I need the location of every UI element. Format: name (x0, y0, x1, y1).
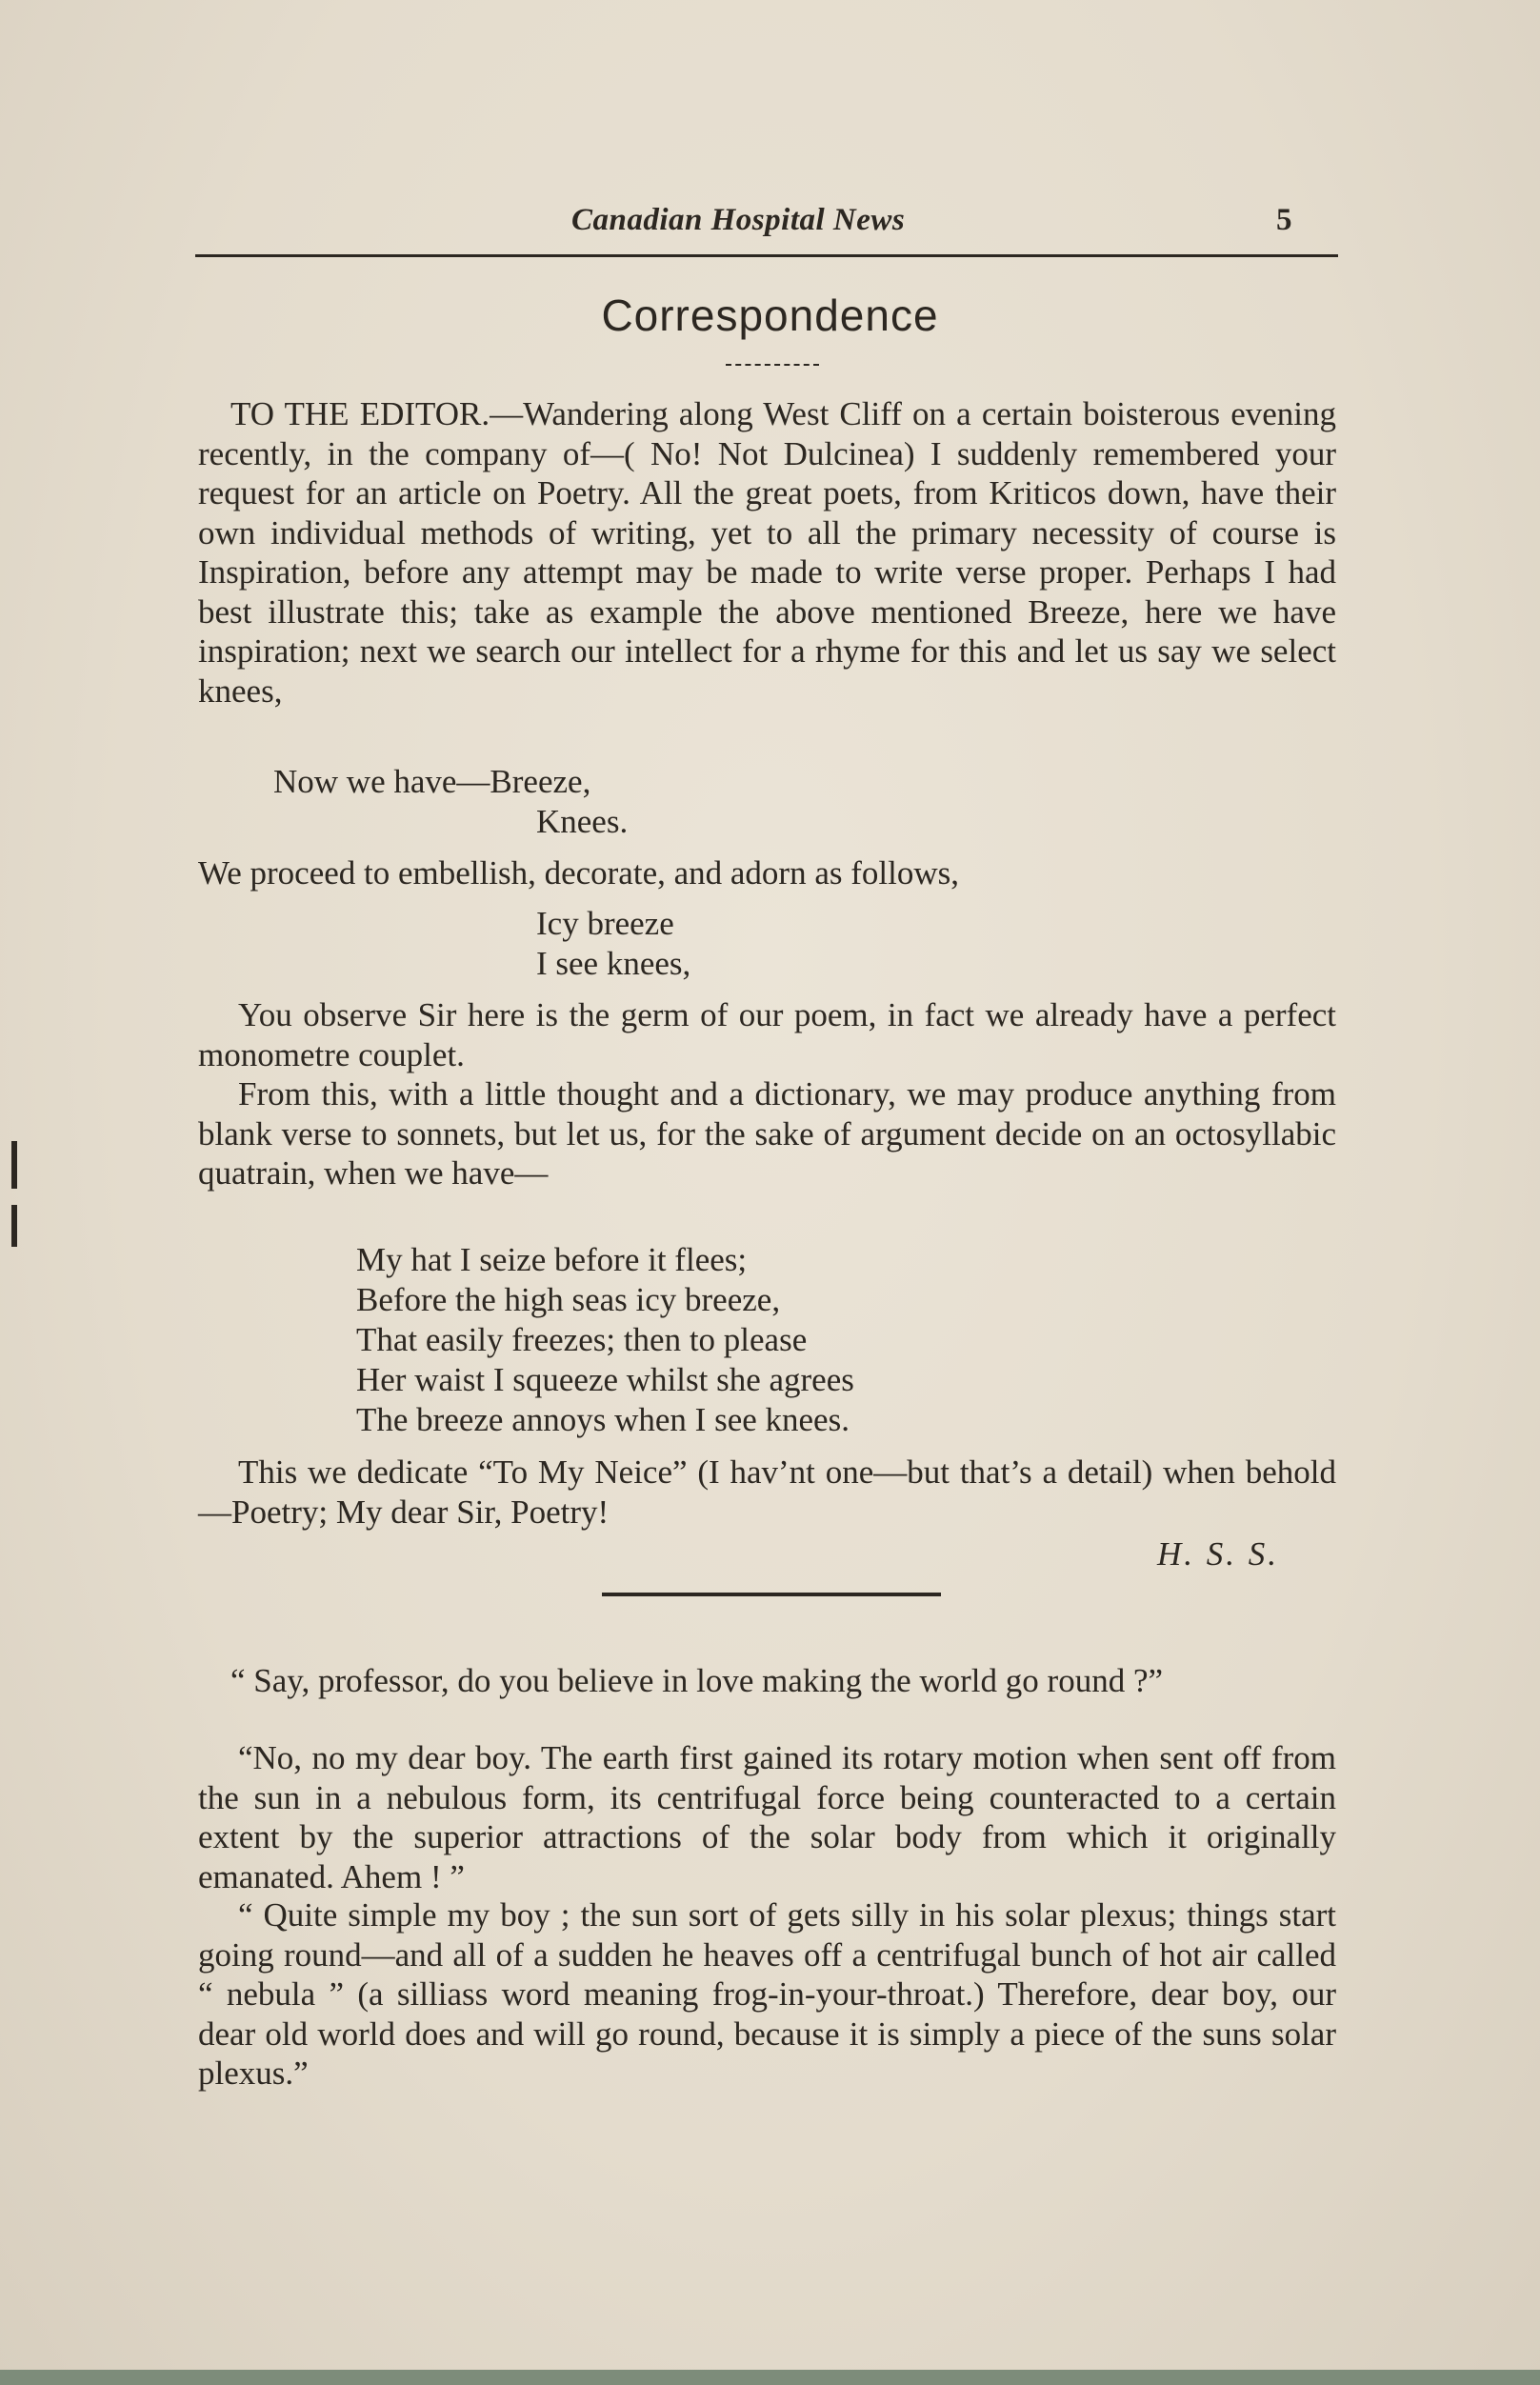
embellish-paragraph: We proceed to embellish, decorate, and adorn as follows, (198, 854, 959, 892)
section-divider (602, 1593, 941, 1596)
header-rule (195, 254, 1338, 257)
verse-line: Icy breeze (536, 905, 674, 942)
from-this-paragraph: From this, with a little thought and a dictionary, we may produce anything from blank verse to sonnets, but let us, for the sake of argument decide on an octosyllabic quatrain, when we have— (198, 1075, 1336, 1192)
quatrain-poem (356, 1240, 854, 1440)
title-dash-ornament (726, 364, 819, 368)
running-head (195, 195, 1338, 251)
dedication-paragraph: This we dedicate “To My Neice” (I hav’nt one—but that’s a detail) when behold—Poetry; My dear Sir, Poetry! (198, 1453, 1336, 1531)
verse-line: Knees. (536, 803, 629, 840)
margin-mark (11, 1205, 17, 1247)
anecdote-question: “ Say, professor, do you believe in love making the world go round ?” (230, 1662, 1164, 1699)
verse-line: Now we have—Breeze, (273, 763, 591, 800)
anecdote-answer: “No, no my dear boy. The earth first gained its rotary motion when sent off from the sun in a nebulous form, its centrifugal force being counteracted to a certain extent by the superior attractions of the solar body from which it originally emanated. Ahem ! ” (198, 1739, 1336, 1895)
poem-line: My hat I seize before it flees; (356, 1241, 748, 1278)
anecdote-explanation: “ Quite simple my boy ; the sun sort of gets silly in his solar plexus; things start going round—and all of a sudden he heaves off a centrifugal bunch of hot air called “ nebula ” (a silliass word meaning frog-in-your-throat.) Therefore, dear boy, our dear old world does and will go round, because it is simply a piece of the suns solar plexus.” (198, 1896, 1336, 2092)
signature-initials: H. S. S. (1157, 1535, 1280, 1573)
section-title: Correspondence (601, 291, 939, 340)
poem-line: Before the high seas icy breeze, (356, 1281, 781, 1318)
observe-paragraph: You observe Sir here is the germ of our poem, in fact we already have a perfect monometre couplet. (198, 996, 1336, 1073)
bottom-edge-strip (0, 2370, 1540, 2385)
poem-line: The breeze annoys when I see knees. (356, 1401, 850, 1438)
page-number: 5 (1276, 203, 1292, 237)
verse-line: I see knees, (536, 945, 691, 982)
poem-line: Her waist I squeeze whilst she agrees (356, 1361, 854, 1398)
journal-name: Canadian Hospital News (571, 203, 906, 237)
letter-opening-paragraph: TO THE EDITOR.—Wandering along West Cliff on a certain boisterous evening recently, in the company of—( No! Not Dulcinea) I suddenly remembered your request for an article on Poetry. All the great poets, from Kriticos down, have their own individual methods of writing, yet to all the primary necessity of course is Inspiration, before any attempt may be made to write verse proper. Perhaps I had best illustrate this; take as example the above mentioned Breeze, here we have inspiration; next we search our intellect for a rhyme for this and let us say we select knees, (198, 395, 1336, 710)
margin-mark (11, 1141, 17, 1189)
poem-line: That easily freezes; then to please (356, 1321, 808, 1358)
